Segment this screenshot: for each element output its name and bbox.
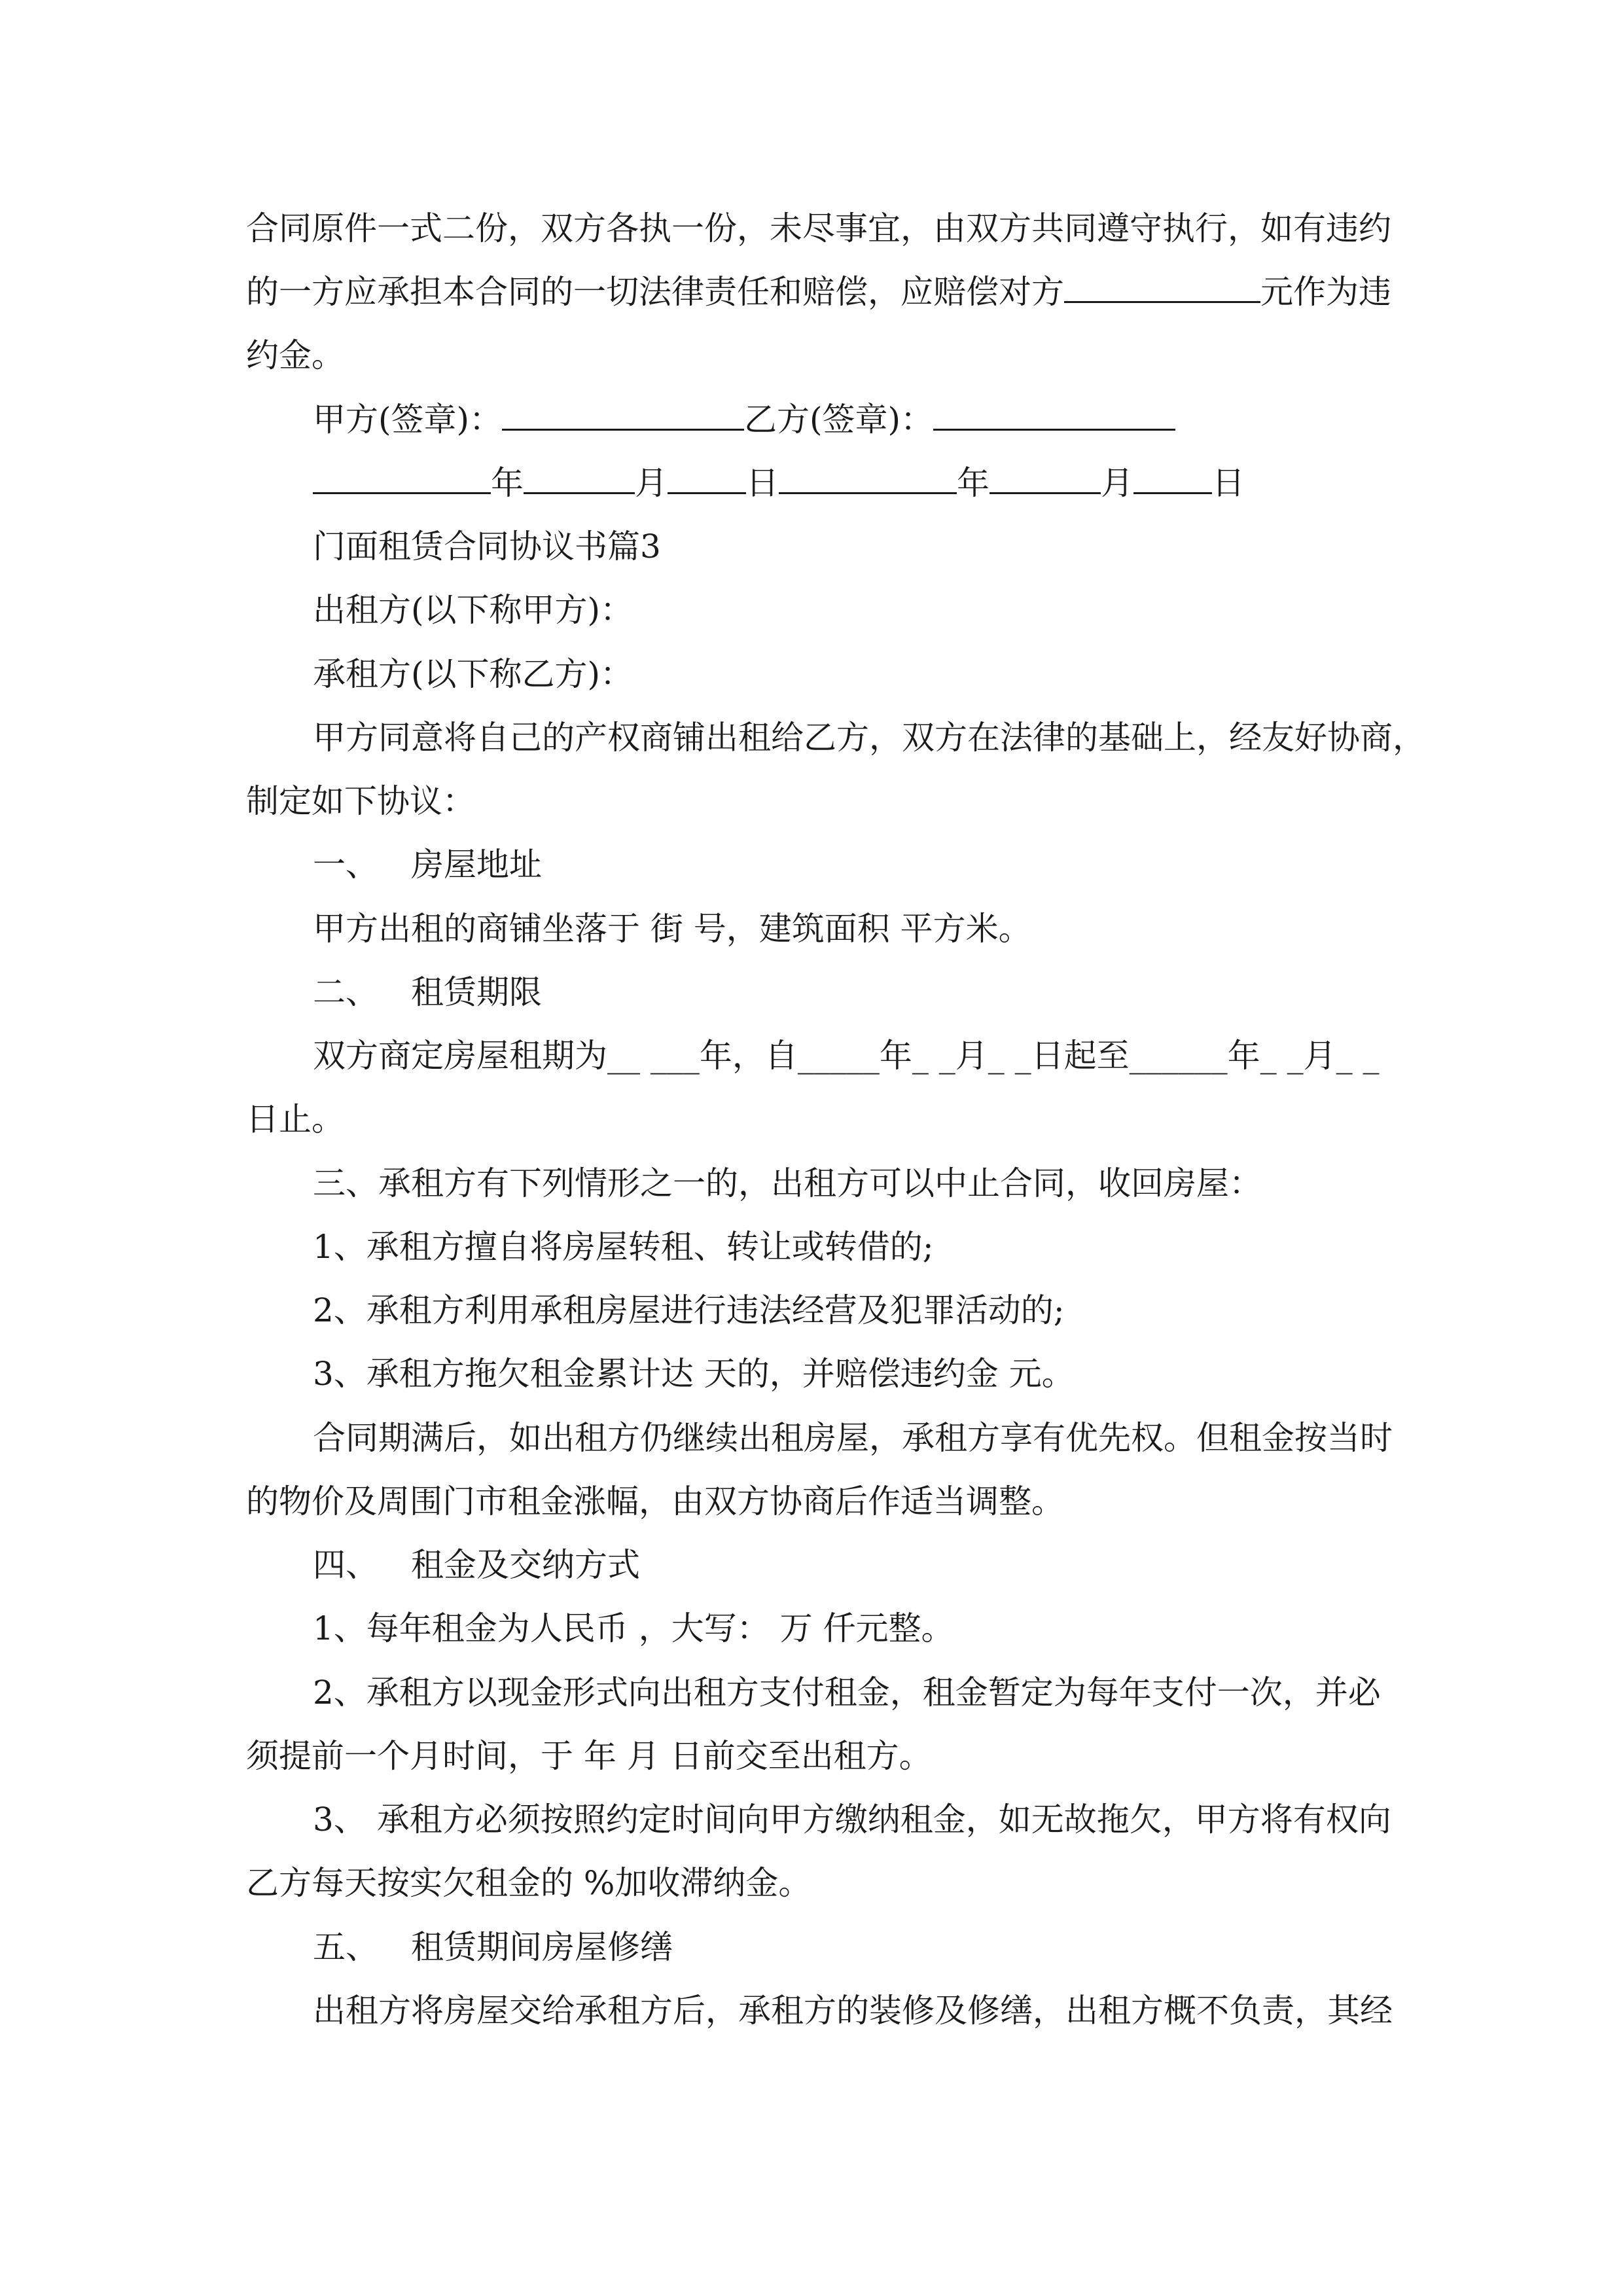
section-2-title: 租赁期限: [411, 973, 542, 1011]
date-b-month-blank[interactable]: [990, 462, 1101, 494]
party-b-signature-blank[interactable]: [933, 399, 1175, 431]
date-b-day-blank[interactable]: [1133, 462, 1212, 494]
lessee-line: 承租方(以下称乙方)：: [313, 655, 633, 693]
party-b-signature-label: 乙方(签章)：: [744, 401, 934, 439]
section-4-number: 四、: [313, 1546, 378, 1584]
lessor-line: 出租方(以下称甲方)：: [313, 591, 633, 629]
section-2-line-1: 双方商定房屋租期为__ ___年，自_____年_ _月_ _日起至______年_ _月_ _: [313, 1037, 1380, 1075]
date-a-year-blank[interactable]: [313, 462, 491, 494]
contract-title: 门面租赁合同协议书篇3: [313, 528, 661, 565]
penalty-amount-blank[interactable]: [1064, 271, 1260, 303]
section-3-heading: 三、承租方有下列情形之一的，出租方可以中止合同，收回房屋：: [313, 1164, 1262, 1202]
section-2-number: 二、: [313, 973, 378, 1011]
intro-line-1: 合同原件一式二份，双方各执一份，未尽事宜，由双方共同遵守执行，如有违约: [246, 209, 1391, 247]
section-4-heading: [313, 1542, 640, 1588]
section-2-heading: [313, 969, 542, 1015]
date-b-year-label: 年: [957, 464, 990, 502]
date-a-month-label: 月: [635, 464, 668, 502]
intro-line-2-tail: 元作为违: [1260, 273, 1391, 311]
party-a-signature-blank[interactable]: [502, 399, 744, 431]
section-5-number: 五、: [313, 1928, 378, 1966]
section-1-number: 一、: [313, 846, 378, 884]
section-3-item-3: 3、承租方拖欠租金累计达 天的，并赔偿违约金 元。: [313, 1355, 1075, 1393]
date-a-day-blank[interactable]: [668, 462, 746, 494]
section-4-item-2-line-1: 2、承租方以现金形式向出租方支付租金，租金暂定为每年支付一次，并必: [313, 1674, 1381, 1712]
date-b-month-label: 月: [1101, 464, 1133, 502]
intro-line-2: [246, 269, 1391, 315]
section-3-para-line-1: 合同期满后，如出租方仍继续出租房屋，承租方享有优先权。但租金按当时: [313, 1419, 1393, 1457]
section-5-line-1: 出租方将房屋交给承租方后，承租方的装修及修缮，出租方概不负责，其经: [313, 1992, 1393, 2030]
section-4-item-2-line-2: 须提前一个月时间，于 年 月 日前交至出租方。: [246, 1737, 932, 1775]
section-4-item-3-line-2: 乙方每天按实欠租金的 %加收滞纳金。: [246, 1864, 812, 1902]
section-4-item-1: 1、每年租金为人民币 ，大写： 万 仟元整。: [313, 1609, 954, 1647]
date-a-year-label: 年: [491, 464, 524, 502]
section-5-title: 租赁期间房屋修缮: [411, 1928, 673, 1966]
date-row: [313, 460, 1245, 506]
preamble-line-2: 制定如下协议：: [246, 782, 475, 820]
intro-line-2-text: 的一方应承担本合同的一切法律责任和赔偿，应赔偿对方: [246, 273, 1064, 311]
section-4-item-3-line-1: 3、 承租方必须按照约定时间向甲方缴纳租金，如无故拖欠，甲方将有权向: [313, 1801, 1391, 1839]
date-a-month-blank[interactable]: [524, 462, 635, 494]
section-4-title: 租金及交纳方式: [411, 1546, 640, 1584]
date-b-year-blank[interactable]: [779, 462, 957, 494]
section-1-body: 甲方出租的商铺坐落于 街 号，建筑面积 平方米。: [313, 910, 1031, 948]
section-1-title: 房屋地址: [411, 846, 542, 884]
section-3-item-2: 2、承租方利用承租房屋进行违法经营及犯罪活动的;: [313, 1291, 1065, 1329]
party-a-signature-label: 甲方(签章)：: [313, 401, 503, 439]
signature-row: [313, 397, 1175, 442]
section-3-para-line-2: 的物价及周围门市租金涨幅，由双方协商后作适当调整。: [246, 1482, 1064, 1520]
intro-line-3: 约金。: [246, 336, 344, 374]
preamble-line-1: 甲方同意将自己的产权商铺出租给乙方，双方在法律的基础上，经友好协商，: [313, 719, 1425, 757]
section-2-line-2: 日止。: [246, 1100, 344, 1138]
section-1-heading: [313, 842, 542, 888]
section-5-heading: [313, 1924, 673, 1970]
date-a-day-label: 日: [746, 464, 779, 502]
date-b-day-label: 日: [1212, 464, 1245, 502]
section-3-item-1: 1、承租方擅自将房屋转租、转让或转借的;: [313, 1228, 934, 1266]
